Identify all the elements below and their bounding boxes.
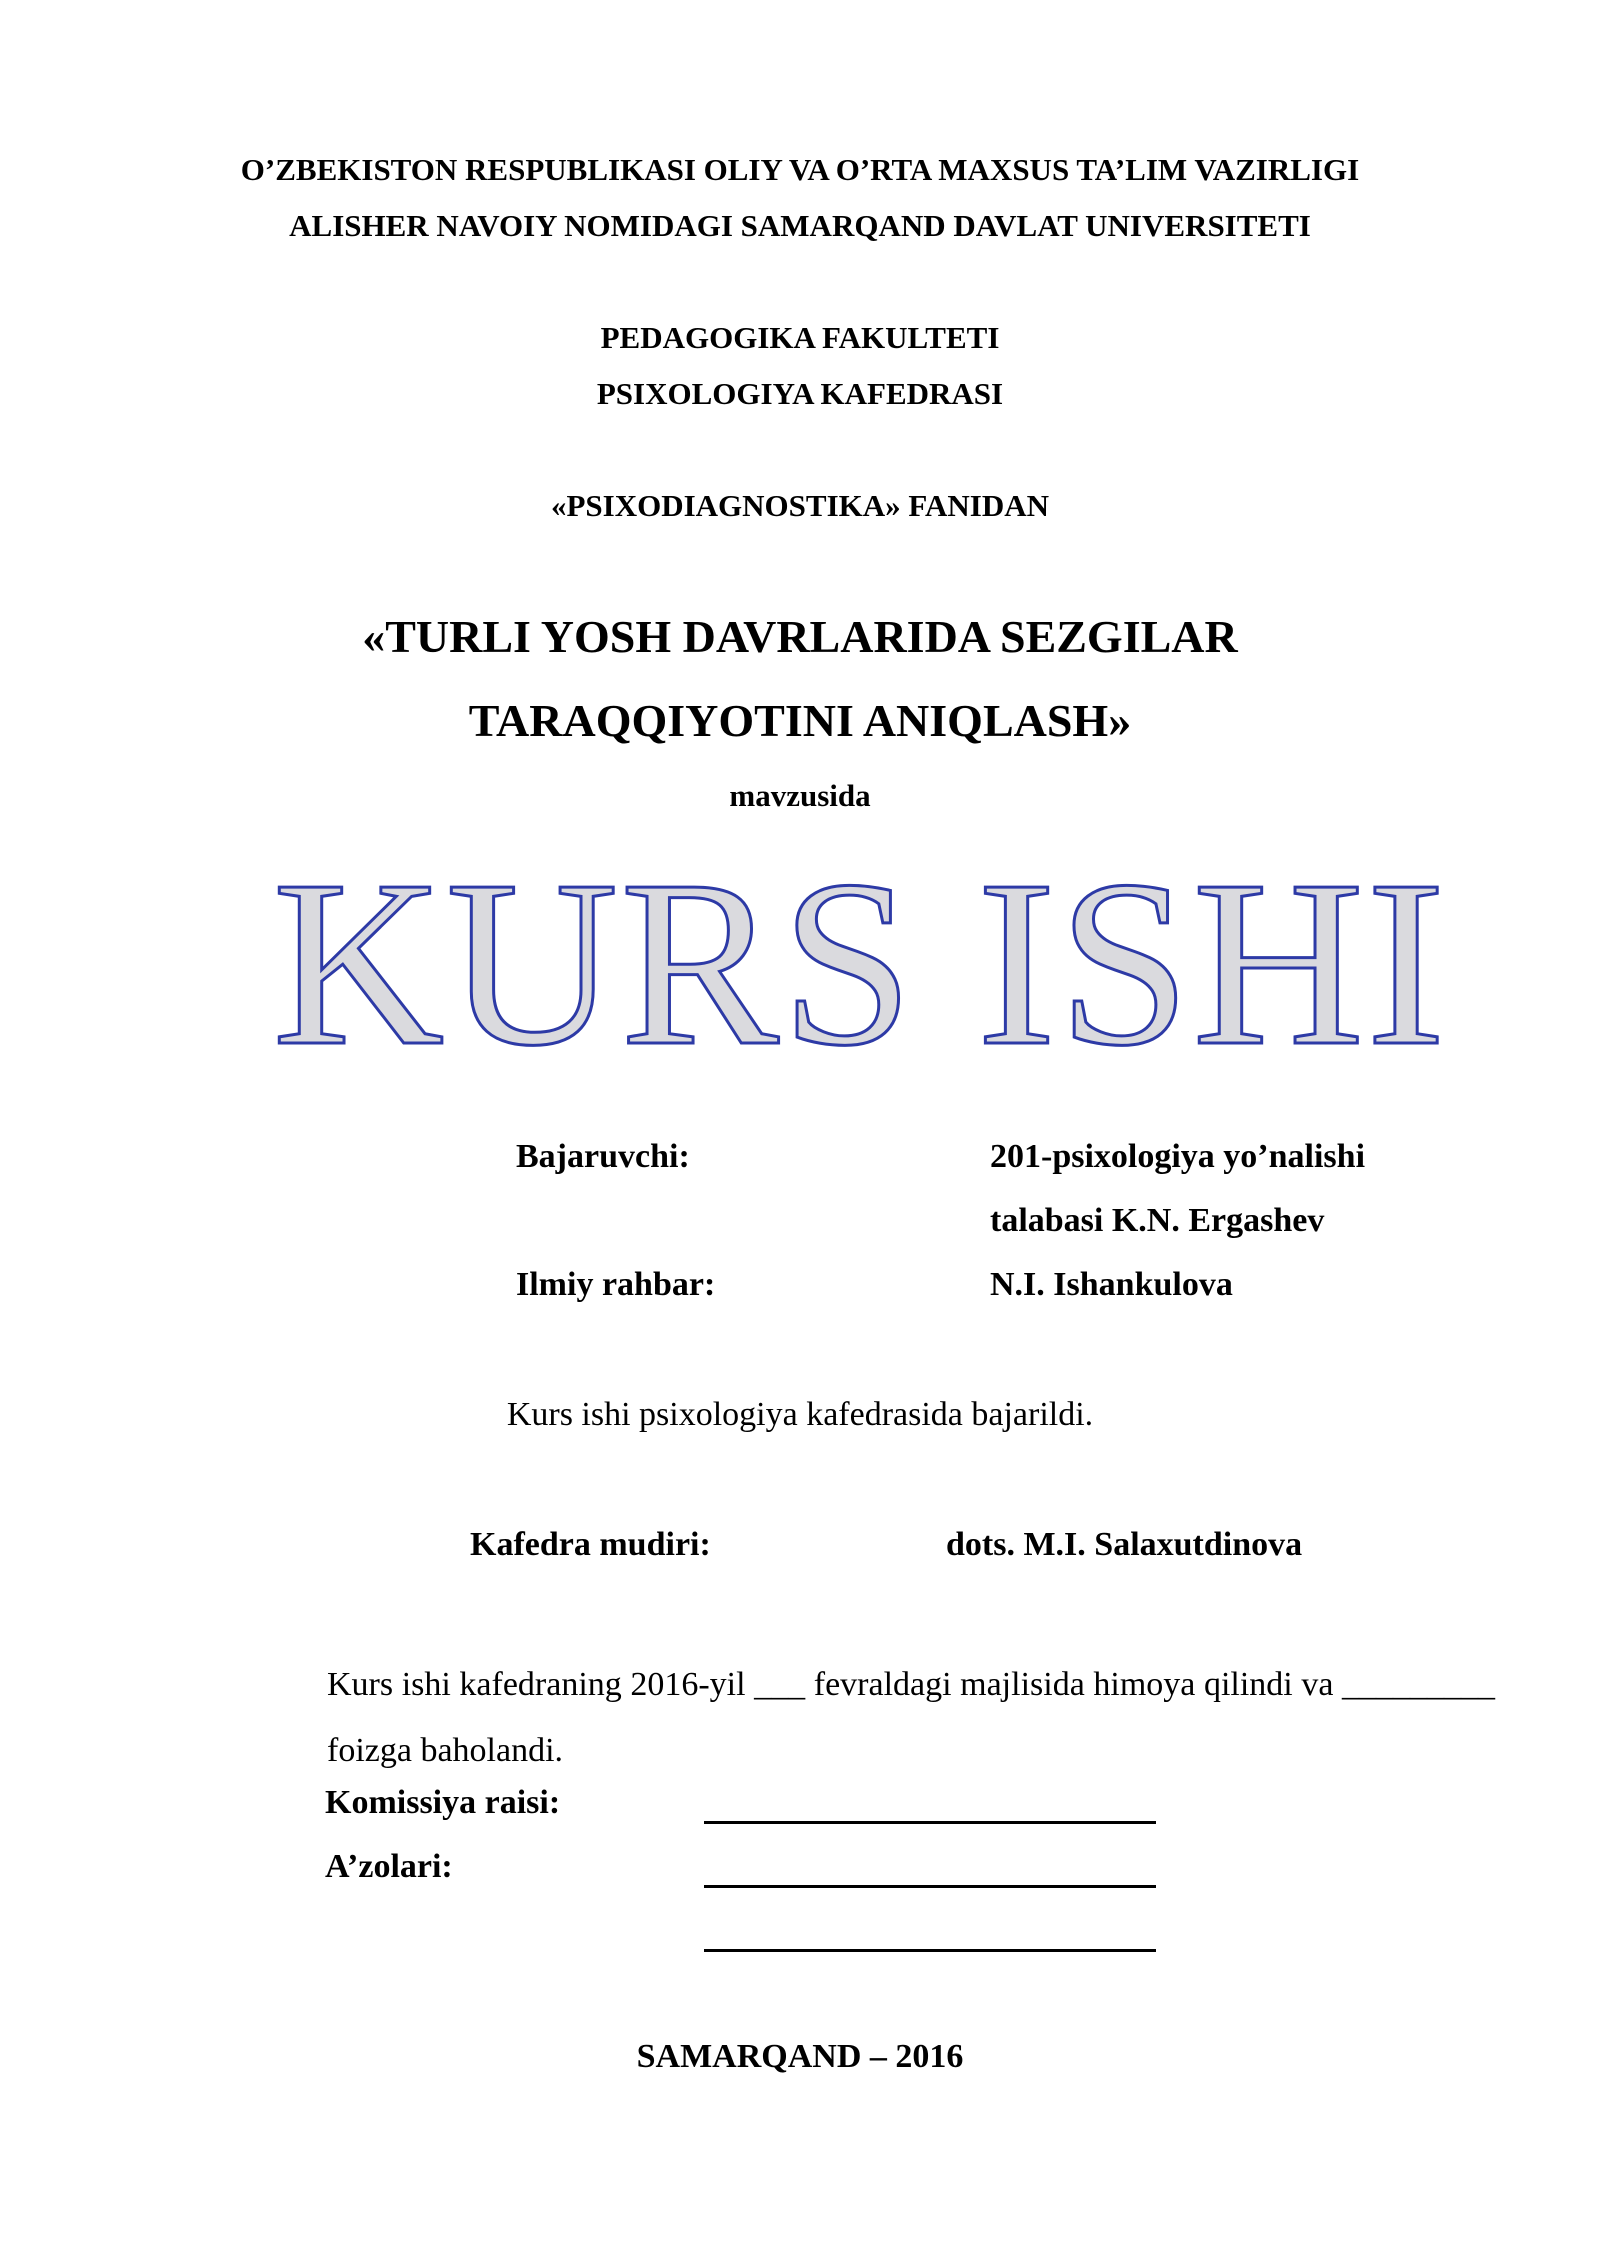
performer-label: Bajaruvchi: bbox=[516, 1138, 690, 1175]
member-signature-line-2 bbox=[704, 1949, 1156, 1952]
completed-note: Kurs ishi psixologiya kafedrasida bajarildi. bbox=[506, 1396, 1094, 1433]
faculty-heading: PEDAGOGIKA FAKULTETI bbox=[600, 320, 1000, 355]
city-year-footer: SAMARQAND – 2016 bbox=[636, 2038, 964, 2075]
subject-heading: «PSIXODIAGNOSTIKA» FANIDAN bbox=[550, 488, 1050, 523]
topic-line-1: «TURLI YOSH DAVRLARIDA SEZGILAR bbox=[362, 611, 1238, 662]
commission-chair-label: Komissiya raisi: bbox=[325, 1784, 561, 1821]
topic-suffix: mavzusida bbox=[729, 778, 871, 813]
department-head-label: Kafedra mudiri: bbox=[470, 1526, 711, 1563]
topic-line-2: TARAQQIYOTINI ANIQLASH» bbox=[468, 695, 1132, 746]
department-head-name: dots. M.I. Salaxutdinova bbox=[946, 1526, 1303, 1563]
defense-paragraph: Kurs ishi kafedraning 2016-yil ___ fevraldagi majlisida himoya qilindi va _________ foizga baholandi. bbox=[327, 1666, 1495, 1769]
performer-line-1: 201-psixologiya yo’nalishi bbox=[990, 1138, 1366, 1175]
performer-line-2: talabasi K.N. Ergashev bbox=[990, 1202, 1325, 1239]
chair-signature-line bbox=[704, 1821, 1156, 1824]
advisor-name: N.I. Ishankulova bbox=[990, 1266, 1233, 1303]
work-type-title: KURS ISHI bbox=[272, 832, 1448, 1095]
commission-members-label: A’zolari: bbox=[325, 1848, 453, 1885]
university-heading: ALISHER NAVOIY NOMIDAGI SAMARQAND DAVLAT UNIVERSITETI bbox=[289, 208, 1311, 243]
ministry-heading: O’ZBEKISTON RESPUBLIKASI OLIY VA O’RTA MAXSUS TA’LIM VAZIRLIGI bbox=[240, 152, 1360, 187]
advisor-label: Ilmiy rahbar: bbox=[516, 1266, 716, 1303]
member-signature-line-1 bbox=[704, 1885, 1156, 1888]
department-heading: PSIXOLOGIYA KAFEDRASI bbox=[596, 376, 1004, 411]
